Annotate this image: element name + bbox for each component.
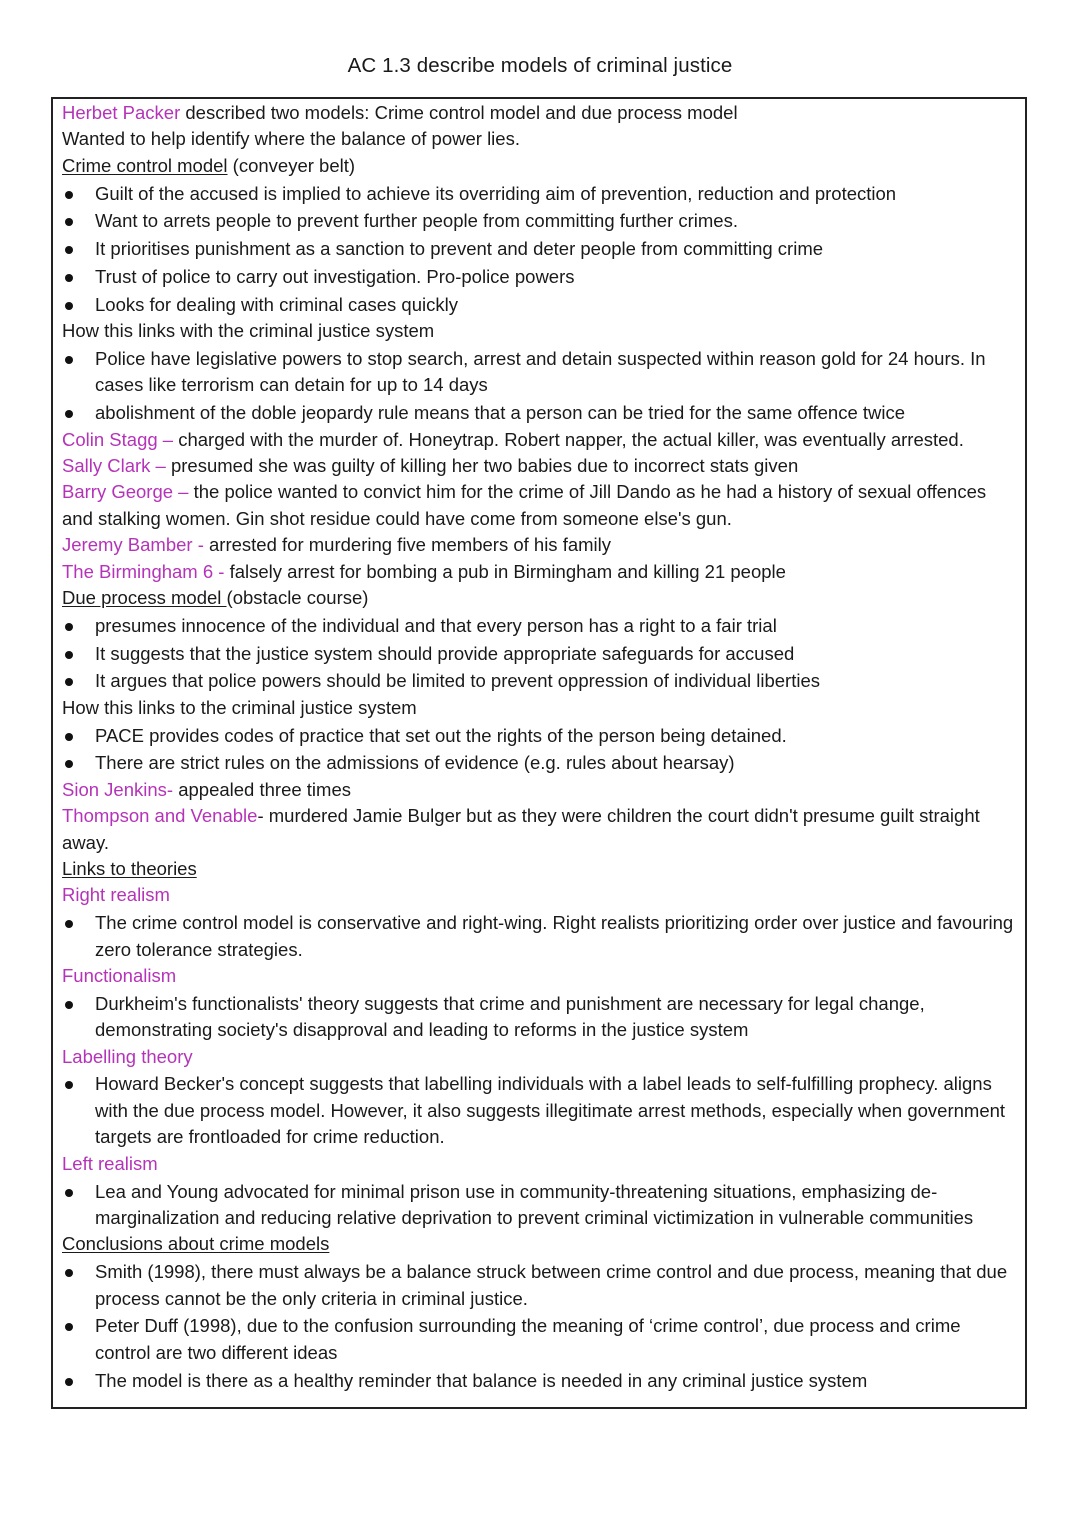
heading-suffix: (obstacle course) (226, 587, 369, 609)
case-name: Thompson and Venable (62, 805, 258, 827)
list-item: Lea and Young advocated for minimal prison use in community-threatening situations, emphasizing de-marginalization and reducing relative deprivation to prevent criminal victimization in vulnerable communities (62, 1179, 1015, 1232)
theory-name: Right realism (62, 884, 170, 906)
case-name: Sally Clark – (62, 455, 166, 477)
crime-control-list (62, 181, 1015, 319)
list-item: Trust of police to carry out investigation. Pro-police powers (62, 264, 1015, 290)
heading-text: Due process model (62, 587, 227, 609)
person-name: Herbet Packer (62, 102, 181, 123)
case-line (62, 803, 1015, 856)
case-line (62, 479, 1015, 532)
theory-list (62, 991, 1015, 1044)
case-text: the police wanted to convict him for the crime of Jill Dando as he had a history of sexual offences and stalking women. Gin shot residue could have come from someone else's gun. (62, 481, 987, 529)
theory-name: Labelling theory (62, 1045, 193, 1067)
heading-text: Crime control model (62, 154, 228, 176)
list-item: Want to arrets people to prevent further people from committing further crimes. (62, 208, 1015, 234)
theory-list (62, 1071, 1015, 1150)
due-process-links-list (62, 723, 1015, 777)
notes-box (51, 97, 1027, 1409)
list-item: The crime control model is conservative and right-wing. Right realists prioritizing order over justice and favouring zero tolerance strategies. (62, 910, 1015, 963)
list-item: Smith (1998), there must always be a balance struck between crime control and due process, meaning that due process cannot be the only criteria in criminal justice. (62, 1259, 1015, 1312)
list-item: It suggests that the justice system should provide appropriate safeguards for accused (62, 641, 1015, 667)
case-line (62, 559, 1015, 585)
section-heading-conclusions (62, 1231, 1015, 1257)
section-heading-theories (62, 856, 1015, 882)
list-item: Guilt of the accused is implied to achieve its overriding aim of prevention, reduction and protection (62, 181, 1015, 207)
theory-list (62, 910, 1015, 963)
section-heading-crime-control (62, 153, 1015, 179)
list-item: It argues that police powers should be limited to prevent oppression of individual liberties (62, 668, 1015, 694)
list-item: Looks for dealing with criminal cases quickly (62, 292, 1015, 318)
heading-suffix: (conveyer belt) (227, 154, 356, 176)
page-title: AC 1.3 describe models of criminal justice (347, 54, 733, 77)
case-text: appealed three times (173, 778, 351, 800)
list-item: abolishment of the doble jeopardy rule means that a person can be tried for the same offence twice (62, 400, 1015, 426)
case-line (62, 427, 1015, 453)
list-item: PACE provides codes of practice that set out the rights of the person being detained. (62, 723, 1015, 749)
list-item: The model is there as a healthy reminder that balance is needed in any criminal justice system (62, 1368, 1015, 1394)
case-name: Jeremy Bamber - (62, 534, 204, 556)
list-item: Peter Duff (1998), due to the confusion surrounding the meaning of ‘crime control’, due process and crime control are two different ideas (62, 1313, 1015, 1366)
subheading: How this links with the criminal justice system (62, 320, 435, 342)
subheading: How this links to the criminal justice system (62, 696, 417, 718)
case-name: The Birmingham 6 - (62, 560, 225, 582)
intro-line-2: Wanted to help identify where the balance of power lies. (62, 128, 520, 150)
case-line (62, 453, 1015, 479)
case-name: Barry George – (62, 481, 189, 503)
due-process-list (62, 613, 1015, 695)
case-line (62, 532, 1015, 558)
heading-text: Links to theories (62, 858, 197, 880)
case-line (62, 777, 1015, 803)
list-item: It prioritises punishment as a sanction to prevent and deter people from committing crime (62, 236, 1015, 262)
theory-name: Functionalism (62, 965, 177, 987)
list-item: Police have legislative powers to stop search, arrest and detain suspected within reason gold for 24 hours. In cases like terrorism can detain for up to 14 days (62, 346, 1015, 399)
theory-name: Left realism (62, 1152, 158, 1174)
intro-text: described two models: Crime control model and due process model (180, 102, 738, 123)
case-text: - murdered Jamie Bulger but as they were children the court didn't presume guilt straight away. (62, 805, 980, 853)
intro-line (62, 100, 1015, 126)
case-text: falsely arrest for bombing a pub in Birmingham and killing 21 people (224, 560, 786, 582)
theory-list (62, 1179, 1015, 1232)
case-text: arrested for murdering five members of his family (203, 534, 612, 556)
case-name: Sion Jenkins- (62, 778, 174, 800)
list-item: Durkheim's functionalists' theory suggests that crime and punishment are necessary for legal change, demonstrating society's disapproval and leading to reforms in the justice system (62, 991, 1015, 1044)
list-item: There are strict rules on the admissions of evidence (e.g. rules about hearsay) (62, 750, 1015, 776)
case-text: charged with the murder of. Honeytrap. Robert napper, the actual killer, was eventually arrested. (173, 428, 964, 450)
case-text: presumed she was guilty of killing her two babies due to incorrect stats given (165, 455, 799, 477)
heading-text: Conclusions about crime models (62, 1233, 330, 1255)
list-item: Howard Becker's concept suggests that labelling individuals with a label leads to self-fulfilling prophecy. aligns with the due process model. However, it also suggests illegitimate arrest methods, especially when government targets are frontloaded for crime reduction. (62, 1071, 1015, 1150)
list-item: presumes innocence of the individual and that every person has a right to a fair trial (62, 613, 1015, 639)
case-name: Colin Stagg – (62, 428, 174, 450)
conclusions-list (62, 1259, 1015, 1394)
crime-control-links-list (62, 346, 1015, 427)
section-heading-due-process (62, 585, 1015, 611)
